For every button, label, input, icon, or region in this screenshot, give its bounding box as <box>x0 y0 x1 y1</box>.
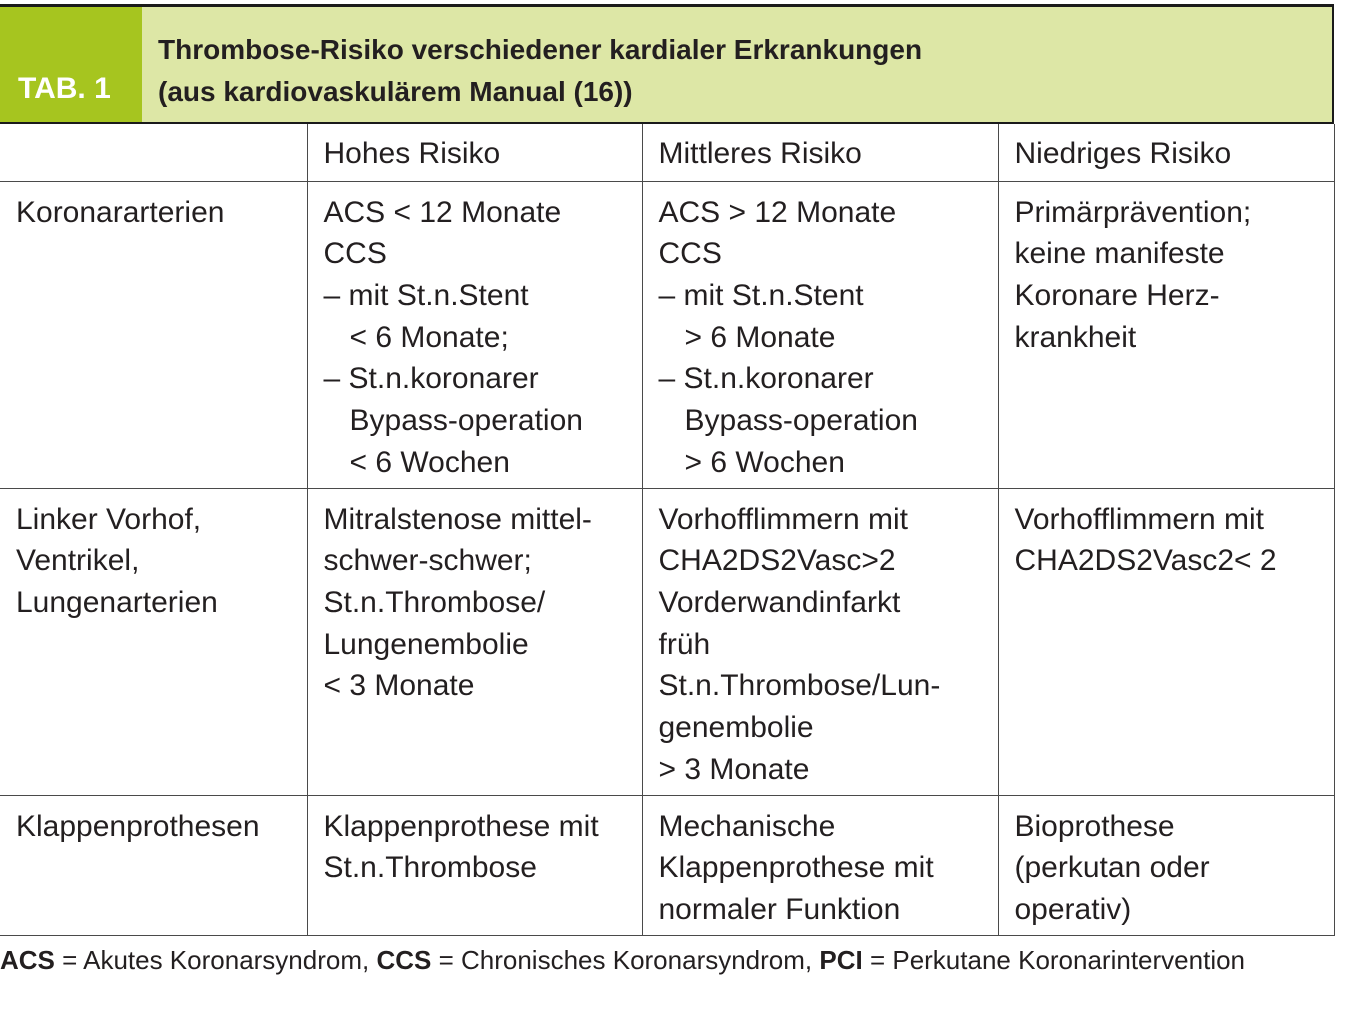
footnote-abbr-acs: ACS <box>0 945 55 975</box>
cell-line: Ventrikel, <box>16 544 140 578</box>
cell-low-risk <box>998 795 1334 935</box>
cell-line: > 3 Monate <box>658 752 810 786</box>
cell-line: < 6 Wochen <box>349 445 510 479</box>
cell-line: > 6 Wochen <box>684 445 845 479</box>
cell-line: – St.n.koronarer <box>323 362 539 396</box>
row-label-atrium <box>0 488 307 795</box>
cell-line: St.n.Thrombose/Lun- <box>658 669 941 703</box>
footnote-text-pci: = Perkutane Koronarintervention <box>862 945 1246 975</box>
cell-line: CCS <box>323 237 387 271</box>
cell-line: Klappenprothese mit <box>658 851 934 885</box>
cell-line: St.n.Thrombose <box>323 851 537 885</box>
cell-low-risk <box>998 181 1334 488</box>
table-title <box>142 7 1334 122</box>
footnote-text-acs: = Akutes Koronarsyndrom, <box>54 945 377 975</box>
column-header-empty <box>0 124 307 181</box>
footnote-abbr-ccs: CCS <box>376 945 432 975</box>
cell-line: Koronare Herz- <box>1014 278 1220 312</box>
cell-line: Primärprävention; <box>1014 195 1252 229</box>
cell-line: – mit St.n.Stent <box>323 278 529 312</box>
cell-line: Mechanische <box>658 809 836 843</box>
cell-line: Vorderwandinfarkt <box>658 585 901 619</box>
cell-line: ACS > 12 Monate <box>658 195 897 229</box>
cell-line: operativ) <box>1014 892 1132 926</box>
table-footnote <box>0 945 1245 976</box>
cell-line: St.n.Thrombose/ <box>323 585 546 619</box>
risk-table-container <box>0 4 1334 936</box>
cell-line: früh <box>658 627 711 661</box>
footnote-abbr-pci: PCI <box>819 945 863 975</box>
cell-medium-risk <box>642 181 998 488</box>
cell-line: krankheit <box>1014 320 1137 354</box>
cell-line: (perkutan oder <box>1014 851 1210 885</box>
cell-line: Koronararterien <box>16 195 225 229</box>
risk-table <box>0 124 1335 936</box>
cell-line: keine manifeste <box>1014 237 1225 271</box>
cell-line: Vorhofflimmern mit <box>658 502 909 536</box>
cell-line: Lungenembolie <box>323 627 529 661</box>
cell-high-risk <box>307 181 642 488</box>
row-label-valves <box>0 795 307 935</box>
column-header-medium-risk: Mittleres Risiko <box>642 124 998 181</box>
table-row <box>0 488 1334 795</box>
cell-line: < 6 Monate; <box>349 320 509 354</box>
cell-medium-risk <box>642 795 998 935</box>
column-header-low-risk: Niedriges Risiko <box>998 124 1334 181</box>
cell-line: normaler Funktion <box>658 892 901 926</box>
table-row <box>0 795 1334 935</box>
cell-low-risk <box>998 488 1334 795</box>
table-title-line-1: Thrombose-Risiko verschiedener kardialer Erkrankungen <box>158 34 923 65</box>
table-title-line-2: (aus kardiovaskulärem Manual (16)) <box>158 76 633 107</box>
footnote-text-ccs: = Chronisches Koronarsyndrom, <box>431 945 820 975</box>
cell-high-risk <box>307 795 642 935</box>
cell-line: Klappenprothese mit <box>323 809 599 843</box>
cell-line: Klappenprothesen <box>16 809 260 843</box>
cell-line: genembolie <box>658 711 814 745</box>
cell-line: Mitralstenose mittel- <box>323 502 592 536</box>
cell-line: – St.n.koronarer <box>658 362 874 396</box>
cell-medium-risk <box>642 488 998 795</box>
cell-line: Bypass-operation <box>349 404 583 438</box>
cell-line: schwer-schwer; <box>323 544 532 578</box>
column-header-row <box>0 124 1334 181</box>
cell-line: CHA2DS2Vasc2< 2 <box>1014 544 1277 578</box>
cell-line: Bypass-operation <box>684 404 918 438</box>
cell-line: > 6 Monate <box>684 320 836 354</box>
cell-line: – mit St.n.Stent <box>658 278 864 312</box>
cell-line: < 3 Monate <box>323 669 475 703</box>
cell-high-risk <box>307 488 642 795</box>
cell-line: Lungenarterien <box>16 585 218 619</box>
table-header <box>0 4 1334 124</box>
column-header-high-risk: Hohes Risiko <box>307 124 642 181</box>
cell-line: Bioprothese <box>1014 809 1175 843</box>
table-row <box>0 181 1334 488</box>
cell-line: ACS < 12 Monate <box>323 195 562 229</box>
cell-line: Vorhofflimmern mit <box>1014 502 1265 536</box>
cell-line: CCS <box>658 237 722 271</box>
row-label-coronary <box>0 181 307 488</box>
table-number-label: TAB. 1 <box>0 7 142 122</box>
cell-line: CHA2DS2Vasc>2 <box>658 544 896 578</box>
cell-line: Linker Vorhof, <box>16 502 202 536</box>
